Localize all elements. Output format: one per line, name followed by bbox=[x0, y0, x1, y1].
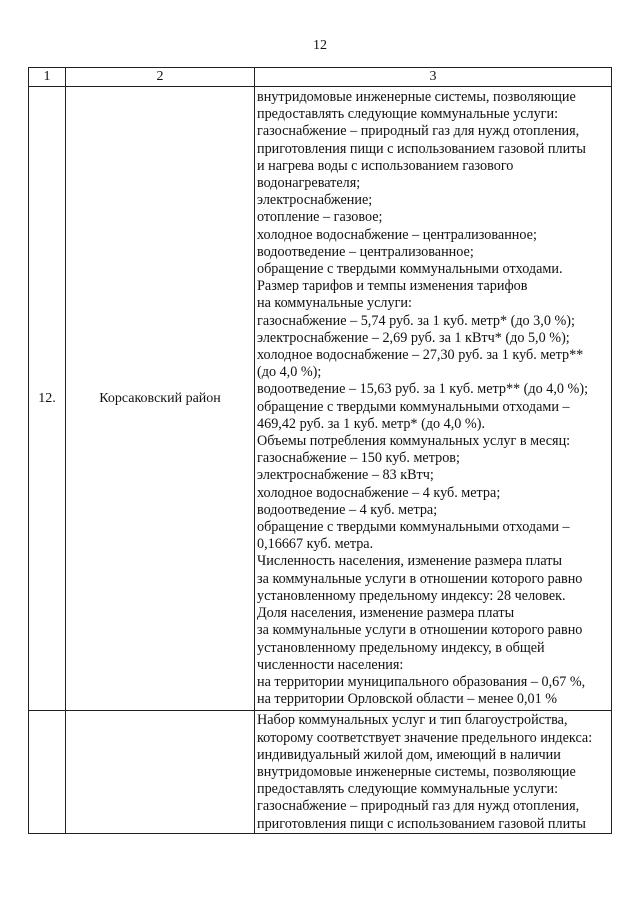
text-line: Объемы потребления коммунальных услуг в месяц: bbox=[257, 433, 571, 450]
text-line: приготовления пищи с использованием газовой плиты bbox=[257, 815, 586, 832]
text-line: 469,42 руб. за 1 куб. метр* (до 4,0 %). bbox=[257, 415, 486, 432]
text-line: газоснабжение – природный газ для нужд отопления, bbox=[257, 123, 580, 140]
text-line: отопление – газовое; bbox=[257, 209, 383, 226]
text-line: (до 4,0 %); bbox=[257, 364, 322, 381]
text-line: электроснабжение – 83 кВтч; bbox=[257, 467, 434, 484]
table-header-row bbox=[29, 68, 612, 87]
text-line: Численность населения, изменение размера платы bbox=[257, 553, 563, 570]
text-line: электроснабжение – 2,69 руб. за 1 кВтч* (до 5,0 %); bbox=[257, 329, 570, 346]
text-line: предоставлять следующие коммунальные услуги: bbox=[257, 781, 559, 798]
text-line: холодное водоснабжение – 4 куб. метра; bbox=[257, 484, 501, 501]
text-line: приготовления пищи с использованием газовой плиты bbox=[257, 140, 586, 157]
header-cell-3: 3 bbox=[255, 68, 612, 87]
text-line: обращение с твердыми коммунальными отходами – bbox=[257, 519, 570, 536]
header-cell-2: 2 bbox=[66, 68, 255, 87]
text-line: водоотведение – 15,63 руб. за 1 куб. метр** (до 4,0 %); bbox=[257, 381, 589, 398]
tariff-table bbox=[28, 67, 612, 834]
text-line: обращение с твердыми коммунальными отходами – bbox=[257, 398, 570, 415]
district-name-cell-next bbox=[66, 711, 255, 833]
description-lines bbox=[257, 89, 609, 708]
text-line: газоснабжение – природный газ для нужд отопления, bbox=[257, 798, 580, 815]
text-line: Доля населения, изменение размера платы bbox=[257, 605, 515, 622]
text-line: холодное водоснабжение – централизованное; bbox=[257, 226, 537, 243]
description-cell-next bbox=[255, 711, 612, 833]
text-line: предоставлять следующие коммунальные услуги: bbox=[257, 106, 559, 123]
text-line: и нагрева воды с использованием газового bbox=[257, 157, 514, 174]
text-line: на территории Орловской области – менее 0,01 % bbox=[257, 691, 558, 708]
table-row-12 bbox=[29, 87, 612, 711]
text-line: водонагревателя; bbox=[257, 175, 361, 192]
text-line: 0,16667 куб. метра. bbox=[257, 536, 374, 553]
header-cell-1: 1 bbox=[29, 68, 66, 87]
text-line: газоснабжение – 150 куб. метров; bbox=[257, 450, 460, 467]
text-line: водоотведение – 4 куб. метра; bbox=[257, 501, 438, 518]
text-line: водоотведение – централизованное; bbox=[257, 243, 474, 260]
text-line: индивидуальный жилой дом, имеющий в наличии bbox=[257, 746, 561, 763]
text-line: численности населения: bbox=[257, 656, 404, 673]
text-line: внутридомовые инженерные системы, позволяющие bbox=[257, 763, 576, 780]
text-line: электроснабжение; bbox=[257, 192, 373, 209]
text-line: холодное водоснабжение – 27,30 руб. за 1 куб. метр** bbox=[257, 347, 584, 364]
text-line: установленному предельному индексу: 28 человек. bbox=[257, 587, 566, 604]
table-row-next bbox=[29, 711, 612, 833]
row-number-cell: 12. bbox=[29, 87, 66, 711]
district-name-cell: Корсаковский район bbox=[66, 87, 255, 711]
text-line: за коммунальные услуги в отношении которого равно bbox=[257, 570, 583, 587]
text-line: которому соответствует значение предельного индекса: bbox=[257, 729, 593, 746]
page-number: 12 bbox=[313, 38, 327, 53]
text-line: внутридомовые инженерные системы, позволяющие bbox=[257, 89, 576, 105]
text-line: на коммунальные услуги: bbox=[257, 295, 412, 312]
text-line: Размер тарифов и темпы изменения тарифов bbox=[257, 278, 528, 295]
text-line: газоснабжение – 5,74 руб. за 1 куб. метр* (до 3,0 %); bbox=[257, 312, 575, 329]
text-line: обращение с твердыми коммунальными отходами. bbox=[257, 261, 563, 278]
row-number-cell-next bbox=[29, 711, 66, 833]
description-cell bbox=[255, 87, 612, 711]
description-lines-next bbox=[257, 712, 609, 832]
text-line: установленному предельному индексу, в общей bbox=[257, 639, 545, 656]
text-line: за коммунальные услуги в отношении которого равно bbox=[257, 622, 583, 639]
text-line: Набор коммунальных услуг и тип благоустройства, bbox=[257, 712, 568, 729]
text-line: на территории муниципального образования – 0,67 %, bbox=[257, 673, 586, 690]
